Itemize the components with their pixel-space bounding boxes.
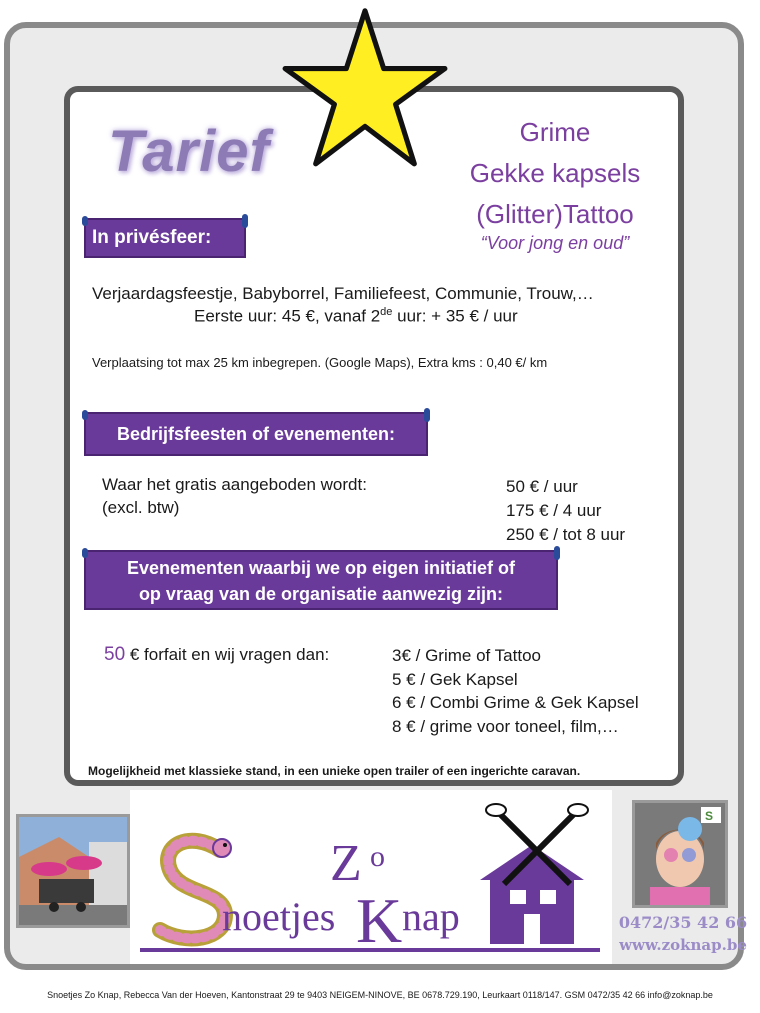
contact-website[interactable]: www.zoknap.be bbox=[619, 936, 747, 954]
events-forfait bbox=[104, 644, 329, 666]
events-price-combi: 6 € / Combi Grime & Gek Kapsel bbox=[392, 693, 639, 712]
banner-private: In privésfeer: bbox=[86, 220, 244, 256]
star-icon bbox=[280, 4, 450, 174]
page-title: Tarief bbox=[108, 119, 270, 184]
logo-word2: nap bbox=[402, 894, 460, 939]
forfait-text: € forfait en wij vragen dan: bbox=[125, 645, 330, 664]
footnote: Mogelijkheid met klassieke stand, in een unieke open trailer of een ingerichte caravan. bbox=[88, 764, 581, 778]
logo-o: o bbox=[370, 840, 385, 873]
snoetjes-zo-knap-logo bbox=[130, 790, 612, 964]
forfait-amount: 50 bbox=[104, 644, 126, 665]
private-price-a: Eerste uur: 45 €, vanaf 2 bbox=[194, 306, 381, 326]
logo-graphic bbox=[130, 790, 612, 964]
photo-badge: S bbox=[705, 809, 714, 823]
child-image bbox=[635, 803, 725, 905]
logo-k: K bbox=[356, 885, 403, 956]
corporate-price-8h: 250 € / tot 8 uur bbox=[506, 525, 626, 544]
events-price-grime: 3€ / Grime of Tattoo bbox=[392, 646, 541, 665]
events-price-toneel: 8 € / grime voor toneel, film,… bbox=[392, 716, 619, 736]
service-tattoo: (Glitter)Tattoo bbox=[476, 199, 634, 229]
banner-events bbox=[86, 552, 556, 608]
corporate-prices bbox=[506, 475, 625, 547]
service-kapsels: Gekke kapsels bbox=[469, 158, 641, 188]
corporate-price-hour: 50 € / uur bbox=[506, 477, 578, 496]
events-price-kapsel: 5 € / Gek Kapsel bbox=[392, 669, 518, 689]
contact-block bbox=[618, 912, 748, 956]
banner-events-line2: op vraag van de organisatie aanwezig zijn: bbox=[138, 584, 504, 604]
corporate-price-4h: 175 € / 4 uur bbox=[506, 501, 602, 520]
service-grime: Grime bbox=[519, 117, 591, 147]
footer-address: Snoetjes Zo Knap, Rebecca Van der Hoeven, Kantonstraat 29 te 9403 NEIGEM-NINOVE, BE 0678.729.190, Leurkaart 0118/147. GSM 0472/35 42 66 info@zoknap.be bbox=[47, 990, 713, 1000]
contact-phone: 0472/35 42 66 bbox=[618, 913, 748, 932]
travel-info: Verplaatsing tot max 25 km inbegrepen. (Google Maps), Extra kms : 0,40 €/ km bbox=[92, 355, 548, 370]
corporate-line1: Waar het gratis aangeboden wordt: bbox=[102, 475, 367, 494]
child-photo bbox=[632, 800, 728, 908]
logo-z: Z bbox=[330, 835, 362, 892]
private-occasions: Verjaardagsfeestje, Babyborrel, Familiefeest, Communie, Trouw,… bbox=[92, 284, 594, 303]
services-list bbox=[450, 112, 660, 254]
events-prices bbox=[392, 644, 639, 738]
slogan: “Voor jong en oud” bbox=[480, 233, 630, 253]
private-price-sup: de bbox=[380, 306, 393, 318]
trailer-photo bbox=[16, 814, 130, 928]
private-price bbox=[194, 306, 518, 327]
banner-corporate: Bedrijfsfeesten of evenementen: bbox=[86, 414, 426, 454]
corporate-line2: (excl. btw) bbox=[102, 498, 180, 517]
logo-word1: noetjes bbox=[222, 894, 336, 939]
private-price-b: uur: + 35 € / uur bbox=[392, 306, 518, 326]
trailer-image bbox=[19, 817, 127, 925]
banner-events-line1: Evenementen waarbij we op eigen initiatief of bbox=[126, 558, 516, 578]
